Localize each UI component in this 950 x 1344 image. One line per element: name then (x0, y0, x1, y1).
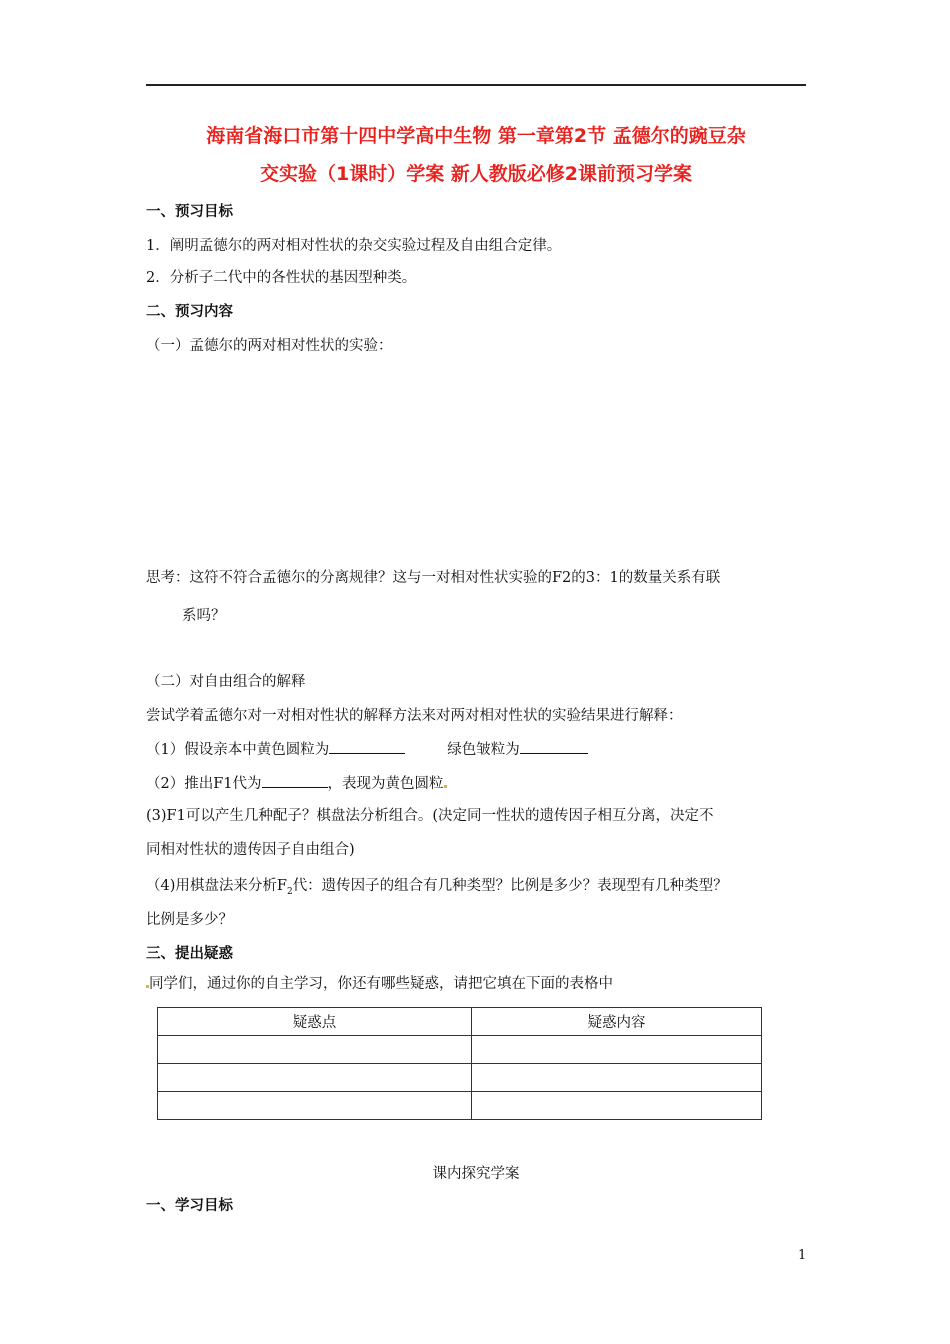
part2-title: 课内探究学案 (432, 1166, 520, 1182)
explanation-intro: 尝试学着孟德尔对一对相对性状的解释方法来对两对相对性状的实验结果进行解释： (146, 708, 683, 724)
blank-f1[interactable] (262, 772, 328, 788)
doubt-table (157, 1007, 762, 1120)
table-cell[interactable] (158, 1064, 472, 1092)
section3-heading: 三、提出疑惑 (146, 946, 233, 962)
think-question-line1: 思考：这符不符合孟德尔的分离规律？这与一对相对性状实验的F2的3：1的数量关系有联 (146, 570, 721, 586)
table-cell[interactable] (472, 1064, 762, 1092)
section3-intro (146, 974, 613, 994)
question-2 (146, 772, 447, 794)
table-row (158, 1064, 762, 1092)
header-doubt-content: 疑惑内容 (472, 1008, 762, 1036)
goal-item-2: 2．分析子二代中的各性状的基因型种类。 (146, 270, 417, 286)
q4-text-b: 代：遗传因子的组合有几种类型？比例是多少？表现型有几种类型？ (292, 878, 728, 894)
blank-green-wrinkled[interactable] (520, 738, 588, 754)
mark-dot (444, 785, 447, 788)
sub2-text: （二）对自由组合的解释 (146, 674, 306, 690)
q4-subscript: 2 (286, 886, 293, 897)
section3-intro-text: 同学们，通过你的自主学习，你还有哪些疑惑，请把它填在下面的表格中 (149, 976, 613, 992)
doc-title-line2: 交实验（1课时）学案 新人教版必修2课前预习学案 (259, 163, 693, 185)
q1-text-a: （1）假设亲本中黄色圆粒为 (146, 742, 330, 758)
table-cell[interactable] (472, 1092, 762, 1120)
question-4-line2: 比例是多少？ (146, 912, 233, 928)
question-3-line1: (3)F1可以产生几种配子？棋盘法分析组合。(决定同一性状的遗传因子相互分离，决定不 (146, 808, 714, 824)
section2-heading: 二、预习内容 (146, 304, 233, 320)
header-rule (146, 84, 806, 86)
question-3-line2: 同相对性状的遗传因子自由组合) (146, 842, 355, 858)
question-4-line1 (146, 876, 728, 902)
blank-yellow-round[interactable] (329, 738, 405, 754)
part2-heading: 一、学习目标 (146, 1198, 233, 1214)
table-cell[interactable] (158, 1036, 472, 1064)
table-cell[interactable] (158, 1092, 472, 1120)
header-doubt-point: 疑惑点 (158, 1008, 472, 1036)
page-number: 1 (798, 1248, 807, 1263)
question-1 (146, 738, 588, 760)
section1-heading: 一、预习目标 (146, 204, 233, 220)
sub-heading-explanation (146, 672, 306, 692)
q2-text-b: ，表现为黄色圆粒 (327, 776, 444, 792)
think-question-line2: 系吗？ (182, 608, 226, 624)
q2-text-a: （2）推出F1代为 (146, 776, 262, 792)
table-row (158, 1092, 762, 1120)
sub-heading-experiment: （一）孟德尔的两对相对性状的实验： (146, 338, 393, 354)
doc-title-line1: 海南省海口市第十四中学高中生物 第一章第2节 孟德尔的豌豆杂 (206, 125, 746, 147)
q4-text-a: （4)用棋盘法来分析F (146, 878, 287, 894)
table-row (158, 1036, 762, 1064)
table-header-row (158, 1008, 762, 1036)
table-cell[interactable] (472, 1036, 762, 1064)
goal-item-1: 1．阐明孟德尔的两对相对性状的杂交实验过程及自由组合定律。 (146, 238, 562, 254)
q1-text-b: 绿色皱粒为 (447, 742, 520, 758)
